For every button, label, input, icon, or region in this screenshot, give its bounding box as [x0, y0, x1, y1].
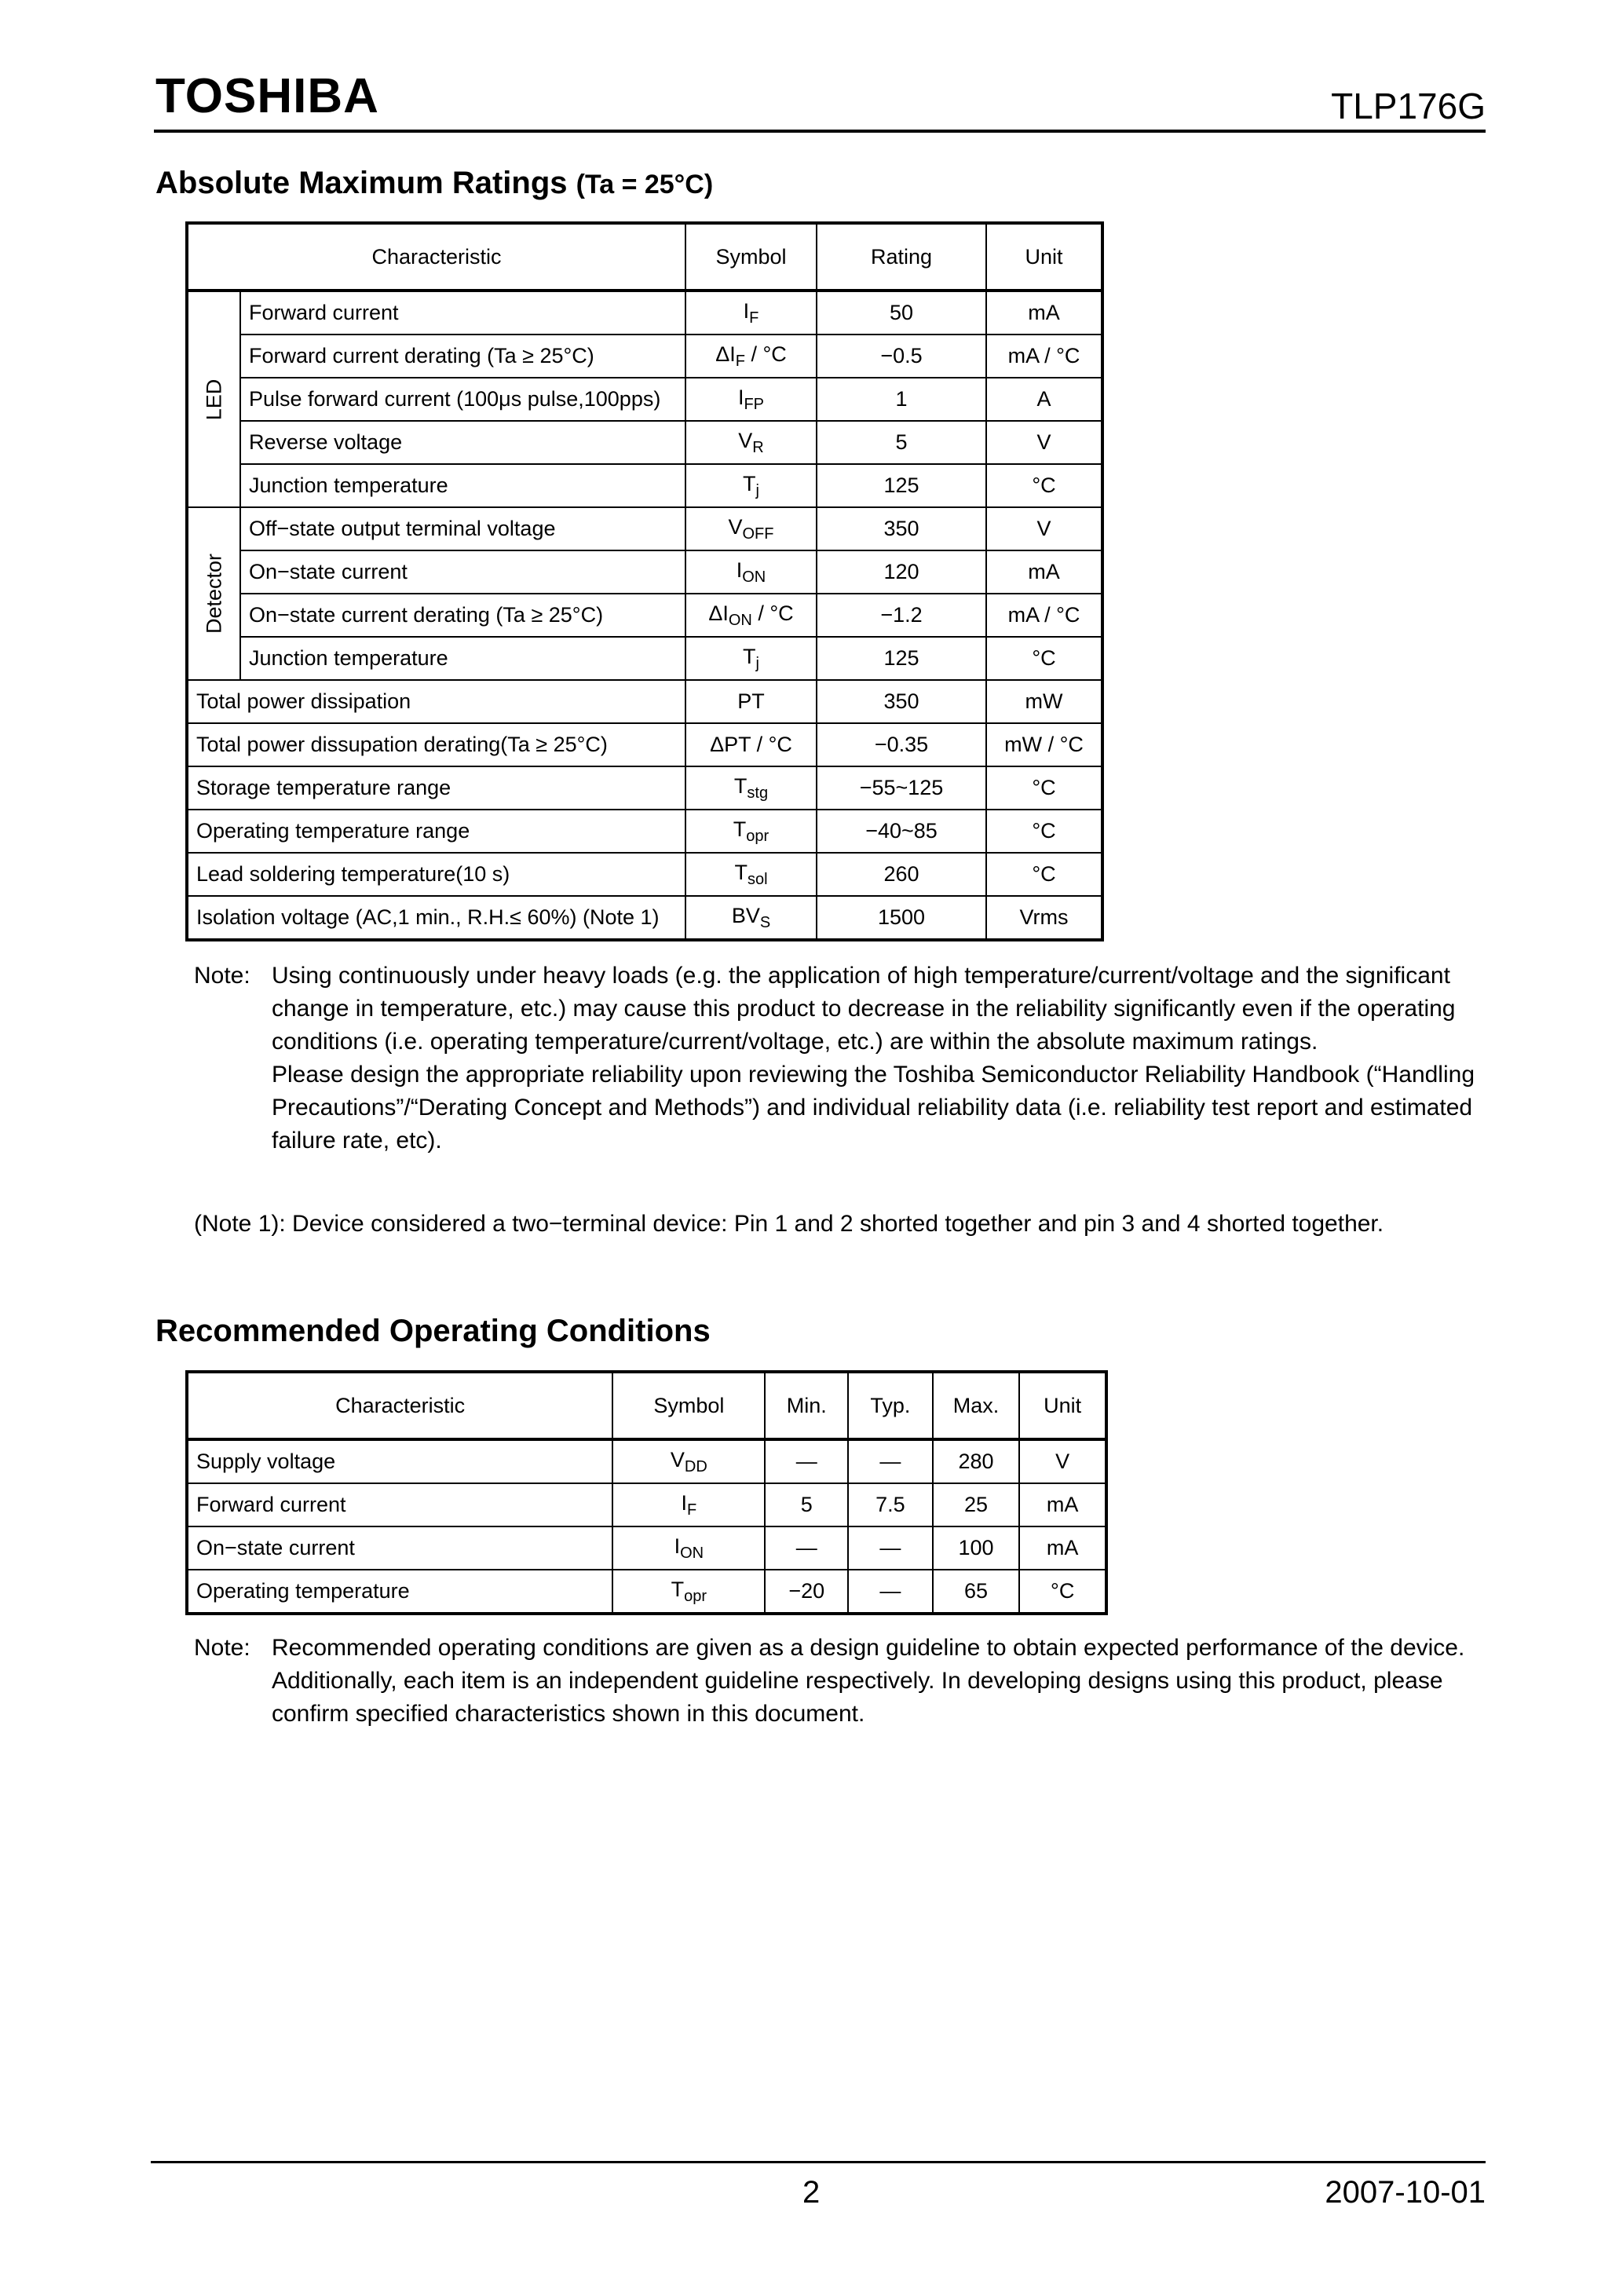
symbol-cell [685, 896, 817, 940]
footer-rule [151, 2161, 1486, 2163]
symbol-subscript: stg [747, 784, 769, 802]
symbol-cell [685, 335, 817, 378]
symbol-base: I [674, 1534, 681, 1558]
symbol-subscript: ON [742, 568, 766, 586]
unit-cell: mA / °C [986, 335, 1102, 378]
symbol-cell [685, 291, 817, 335]
unit-cell: mA [986, 291, 1102, 335]
characteristic-cell: On−state current derating (Ta ≥ 25°C) [240, 594, 685, 637]
symbol-subscript: F [686, 1501, 697, 1519]
symbol-cell [685, 550, 817, 594]
symbol-subscript: OFF [742, 525, 774, 543]
symbol-subscript: ON [680, 1544, 704, 1562]
amr-condition: (Ta = 25°C) [576, 170, 714, 199]
symbol-base: PT [737, 689, 765, 713]
column-header: Min. [765, 1372, 848, 1439]
column-header: Characteristic [187, 223, 685, 291]
note-label: Note: [194, 963, 250, 989]
group-label: Detector [202, 553, 225, 634]
symbol-cell [685, 680, 817, 723]
symbol-cell [685, 507, 817, 550]
column-header: Unit [986, 223, 1102, 291]
table-row [187, 637, 1102, 680]
symbol-subscript: R [752, 438, 764, 456]
table-row [187, 1483, 1106, 1526]
amr-title-text: Absolute Maximum Ratings [155, 166, 568, 200]
symbol-cell [685, 723, 817, 766]
unit-cell: mA [1019, 1526, 1106, 1570]
symbol-base: ΔI [715, 342, 736, 366]
unit-cell: Vrms [986, 896, 1102, 940]
rating-cell: −55~125 [817, 766, 986, 810]
characteristic-cell: Forward current [187, 1483, 612, 1526]
roc-title: Recommended Operating Conditions [155, 1314, 711, 1348]
table-row [187, 378, 1102, 421]
characteristic-cell: Junction temperature [240, 464, 685, 507]
symbol-cell [685, 637, 817, 680]
characteristic-cell: Supply voltage [187, 1439, 612, 1483]
unit-cell: mA [986, 550, 1102, 594]
column-header: Typ. [848, 1372, 933, 1439]
rating-cell: 50 [817, 291, 986, 335]
typ-cell: — [848, 1526, 933, 1570]
symbol-base: ΔPT / °C [710, 733, 792, 756]
rating-cell: −1.2 [817, 594, 986, 637]
symbol-cell [685, 378, 817, 421]
symbol-cell [685, 766, 817, 810]
symbol-base: T [733, 817, 747, 841]
characteristic-cell: On−state current [187, 1526, 612, 1570]
unit-cell: °C [986, 464, 1102, 507]
rating-cell: 1500 [817, 896, 986, 940]
table-row [187, 507, 1102, 550]
unit-cell: mW / °C [986, 723, 1102, 766]
symbol-subscript: F [735, 352, 745, 370]
min-cell: 5 [765, 1483, 848, 1526]
recommended-operating-conditions-table [185, 1370, 1108, 1615]
unit-cell: mA [1019, 1483, 1106, 1526]
rating-cell: 1 [817, 378, 986, 421]
symbol-subscript: j [755, 481, 759, 499]
rating-cell: 5 [817, 421, 986, 464]
table-row [187, 421, 1102, 464]
characteristic-cell: Junction temperature [240, 637, 685, 680]
min-cell: −20 [765, 1570, 848, 1614]
note-body [272, 1632, 1497, 1731]
unit-cell: mW [986, 680, 1102, 723]
characteristic-cell: Lead soldering temperature(10 s) [187, 853, 685, 896]
typ-cell: — [848, 1439, 933, 1483]
table-row [187, 594, 1102, 637]
symbol-base: V [738, 428, 753, 452]
unit-cell: °C [986, 853, 1102, 896]
note-1: (Note 1): Device considered a two−terminal device: Pin 1 and 2 shorted together and pin 3 and 4 shorted together. [194, 1211, 1384, 1237]
note-paragraph: Using continuously under heavy loads (e.g. the application of high temperature/current/voltage and the significant change in temperature, etc.) may cause this product to decrease in the reliability significantly even if the operating conditions (i.e. operating temperature/current/voltage, etc.) are within the absolute maximum ratings. [272, 963, 1456, 1055]
characteristic-cell: Isolation voltage (AC,1 min., R.H.≤ 60%) (Note 1) [187, 896, 685, 940]
symbol-base: T [733, 773, 748, 798]
symbol-cell [612, 1439, 765, 1483]
note-paragraph: Please design the appropriate reliability upon reviewing the Toshiba Semiconductor Reliability Handbook (“Handling Precautions”/“Derating Concept and Methods”) and individual reliability data (i.e. reliability test report and estimated failure rate, etc). [272, 1062, 1475, 1153]
characteristic-cell: Total power dissupation derating(Ta ≥ 25°C) [187, 723, 685, 766]
table-row [187, 680, 1102, 723]
table-row [187, 853, 1102, 896]
table-row [187, 464, 1102, 507]
unit-cell: °C [1019, 1570, 1106, 1614]
symbol-suffix: / °C [744, 342, 787, 366]
page-number: 2 [802, 2175, 821, 2210]
symbol-cell [685, 810, 817, 853]
rating-cell: 125 [817, 637, 986, 680]
table-row [187, 335, 1102, 378]
absolute-maximum-ratings-table [185, 221, 1104, 941]
symbol-cell [685, 594, 817, 637]
symbol-cell [685, 853, 817, 896]
symbol-cell [685, 421, 817, 464]
symbol-base: I [743, 298, 750, 323]
table-header-row [187, 1372, 1106, 1439]
table-row [187, 1439, 1106, 1483]
min-cell: — [765, 1526, 848, 1570]
symbol-cell [685, 464, 817, 507]
symbol-base: T [743, 644, 756, 668]
symbol-subscript: DD [684, 1457, 707, 1475]
column-header: Unit [1019, 1372, 1106, 1439]
column-header: Rating [817, 223, 986, 291]
characteristic-cell: Total power dissipation [187, 680, 685, 723]
group-label: LED [202, 378, 225, 420]
unit-cell: V [1019, 1439, 1106, 1483]
symbol-base: ΔI [708, 601, 729, 625]
column-header: Max. [933, 1372, 1020, 1439]
unit-cell: °C [986, 810, 1102, 853]
symbol-base: I [681, 1490, 687, 1515]
part-number: TLP176G [1331, 86, 1486, 126]
table-row [187, 291, 1102, 335]
symbol-base: I [737, 385, 744, 409]
rating-cell: 350 [817, 680, 986, 723]
note-paragraph: Recommended operating conditions are given as a design guideline to obtain expected performance of the device. Additionally, each item is an independent guideline respectively. In developing designs using this product, please confirm specified characteristics shown in this document. [272, 1635, 1465, 1727]
characteristic-cell: Forward current [240, 291, 685, 335]
max-cell: 100 [933, 1526, 1020, 1570]
symbol-base: V [670, 1447, 685, 1472]
toshiba-logo: TOSHIBA [155, 69, 379, 123]
max-cell: 280 [933, 1439, 1020, 1483]
symbol-cell [612, 1526, 765, 1570]
table-row [187, 723, 1102, 766]
rating-cell: 350 [817, 507, 986, 550]
table-row [187, 896, 1102, 940]
symbol-base: T [671, 1577, 685, 1601]
amr-title [155, 167, 713, 199]
unit-cell: V [986, 507, 1102, 550]
typ-cell: — [848, 1570, 933, 1614]
rating-cell: −0.5 [817, 335, 986, 378]
unit-cell: °C [986, 637, 1102, 680]
typ-cell: 7.5 [848, 1483, 933, 1526]
symbol-cell [612, 1570, 765, 1614]
table-row [187, 550, 1102, 594]
symbol-base: T [743, 471, 756, 495]
group-detector [187, 507, 240, 680]
header-rule [154, 130, 1486, 133]
unit-cell: A [986, 378, 1102, 421]
symbol-subscript: ON [728, 611, 752, 629]
unit-cell: V [986, 421, 1102, 464]
symbol-base: I [736, 558, 743, 582]
characteristic-cell: Reverse voltage [240, 421, 685, 464]
group-led [187, 291, 240, 507]
max-cell: 65 [933, 1570, 1020, 1614]
symbol-base: V [728, 514, 743, 539]
column-header: Symbol [685, 223, 817, 291]
note-body [272, 960, 1497, 1157]
symbol-subscript: F [749, 309, 759, 327]
rating-cell: 260 [817, 853, 986, 896]
symbol-subscript: S [759, 913, 771, 931]
unit-cell: °C [986, 766, 1102, 810]
table-row [187, 810, 1102, 853]
rating-cell: 120 [817, 550, 986, 594]
characteristic-cell: Operating temperature [187, 1570, 612, 1614]
unit-cell: mA / °C [986, 594, 1102, 637]
symbol-cell [612, 1483, 765, 1526]
rating-cell: −40~85 [817, 810, 986, 853]
column-header: Characteristic [187, 1372, 612, 1439]
characteristic-cell: Storage temperature range [187, 766, 685, 810]
note-label: Note: [194, 1635, 250, 1661]
symbol-subscript: sol [747, 870, 768, 888]
symbol-subscript: opr [746, 827, 769, 845]
table-row [187, 1526, 1106, 1570]
table-row [187, 1570, 1106, 1614]
symbol-base: T [734, 860, 748, 884]
max-cell: 25 [933, 1483, 1020, 1526]
min-cell: — [765, 1439, 848, 1483]
rating-cell: 125 [817, 464, 986, 507]
characteristic-cell: Operating temperature range [187, 810, 685, 853]
characteristic-cell: Off−state output terminal voltage [240, 507, 685, 550]
characteristic-cell: Pulse forward current (100μs pulse,100pps) [240, 378, 685, 421]
table-row [187, 766, 1102, 810]
symbol-subscript: j [755, 654, 759, 672]
document-date: 2007-10-01 [1325, 2175, 1486, 2210]
symbol-subscript: opr [684, 1587, 707, 1605]
characteristic-cell: On−state current [240, 550, 685, 594]
rating-cell: −0.35 [817, 723, 986, 766]
symbol-base: BV [731, 903, 760, 927]
symbol-suffix: / °C [751, 601, 794, 625]
table-header-row [187, 223, 1102, 291]
characteristic-cell: Forward current derating (Ta ≥ 25°C) [240, 335, 685, 378]
symbol-subscript: FP [744, 395, 765, 413]
column-header: Symbol [612, 1372, 765, 1439]
